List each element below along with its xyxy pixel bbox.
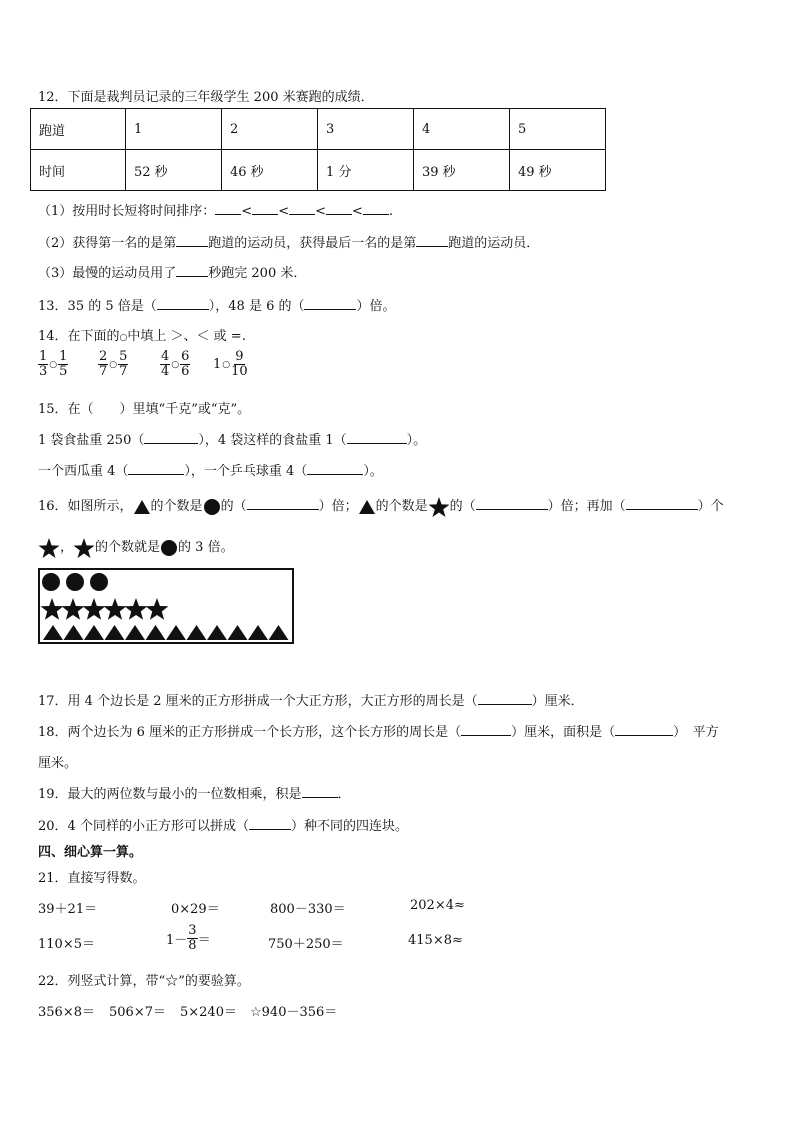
answer-blank[interactable] bbox=[247, 497, 319, 510]
calc-item: 39＋21＝ bbox=[38, 902, 98, 917]
q14-title: 14．在下面的○中填上 ＞、＜ 或 =. bbox=[38, 329, 246, 344]
compare-circle[interactable]: ○ bbox=[222, 359, 231, 370]
triangle-icon bbox=[133, 499, 151, 515]
calc-item: 110×5＝ bbox=[38, 937, 95, 952]
time-cell: 49 秒 bbox=[510, 150, 606, 191]
calc-item: 202×4≈ bbox=[410, 898, 465, 913]
calc-item: 0×29＝ bbox=[171, 902, 220, 917]
figure-triangle bbox=[146, 625, 166, 640]
row-header-lane: 跑道 bbox=[31, 109, 126, 150]
q22-title: 22．列竖式计算，带“☆”的要验算。 bbox=[38, 974, 250, 989]
figure-circle bbox=[66, 573, 84, 591]
answer-blank[interactable] bbox=[252, 202, 278, 215]
q17: 17．用 4 个边长是 2 厘米的正方形拼成一个大正方形，大正方形的周长是（ ）厘米． bbox=[38, 694, 584, 709]
figure-star bbox=[83, 598, 106, 620]
answer-blank[interactable] bbox=[304, 297, 356, 310]
row-header-time: 时间 bbox=[31, 150, 126, 191]
lane-cell: 2 bbox=[222, 109, 318, 150]
star-icon bbox=[428, 496, 450, 518]
answer-blank[interactable] bbox=[326, 202, 352, 215]
calc-item: ☆940－356＝ bbox=[250, 1005, 338, 1020]
calc-item-fraction: 1－ $\frac{3}{8}$ ＝ bbox=[166, 923, 211, 953]
answer-blank[interactable] bbox=[157, 297, 209, 310]
compare-item bbox=[160, 350, 190, 379]
answer-blank[interactable] bbox=[144, 431, 198, 444]
figure-triangle bbox=[187, 625, 207, 640]
q12-title: 12．下面是裁判员记录的三年级学生 200 米赛跑的成绩． bbox=[38, 90, 374, 105]
triangle-icon bbox=[358, 499, 376, 515]
figure-triangle bbox=[228, 625, 248, 640]
star-icon bbox=[73, 537, 95, 559]
time-cell: 46 秒 bbox=[222, 150, 318, 191]
answer-blank[interactable] bbox=[128, 462, 184, 475]
answer-blank[interactable] bbox=[176, 264, 208, 277]
q15-title: 15．在（ ）里填“千克”或“克”。 bbox=[38, 402, 251, 417]
shape-figure bbox=[38, 568, 294, 644]
q15-line2: 一个西瓜重 4（ ），一个乒乓球重 4（ ）。 bbox=[38, 464, 383, 479]
figure-triangle bbox=[269, 625, 289, 640]
lane-cell: 5 bbox=[510, 109, 606, 150]
figure-triangle bbox=[105, 625, 125, 640]
q20: 20．4 个同样的小正方形可以拼成（ ）种不同的四连块。 bbox=[38, 819, 408, 834]
compare-circle[interactable]: ○ bbox=[171, 359, 180, 370]
q12-sub1: （1）按用时长短将时间排序： < < < < . bbox=[38, 204, 394, 219]
compare-circle[interactable]: ○ bbox=[49, 359, 58, 370]
shape-figure-drawing bbox=[40, 570, 292, 642]
q18-line1: 18．两个边长为 6 厘米的正方形拼成一个长方形，这个长方形的周长是（ ）厘米，面积是（ ） 平方 bbox=[38, 725, 719, 740]
answer-blank[interactable] bbox=[478, 692, 532, 705]
calc-item: 800－330＝ bbox=[270, 902, 346, 917]
answer-blank[interactable] bbox=[215, 202, 241, 215]
answer-blank[interactable] bbox=[302, 785, 338, 798]
answer-blank[interactable] bbox=[249, 817, 291, 830]
fraction: $\frac{4}{4}$ bbox=[161, 349, 170, 379]
compare-circle[interactable]: ○ bbox=[109, 359, 118, 370]
figure-star bbox=[41, 598, 64, 620]
fraction: $\frac{2}{7}$ bbox=[99, 349, 108, 379]
answer-blank[interactable] bbox=[289, 202, 315, 215]
race-table bbox=[30, 108, 606, 191]
calc-item: 506×7＝ bbox=[109, 1005, 166, 1020]
fraction: $\frac{1}{3}$ bbox=[39, 349, 48, 379]
q12-sub3: （3）最慢的运动员用了 秒跑完 200 米． bbox=[38, 266, 307, 281]
figure-triangle bbox=[248, 625, 268, 640]
q15-line1: 1 袋食盐重 250（ ），4 袋这样的食盐重 1（ ）。 bbox=[38, 433, 427, 448]
fraction: $\frac{1}{5}$ bbox=[59, 349, 68, 379]
answer-blank[interactable] bbox=[626, 497, 698, 510]
figure-star bbox=[146, 598, 169, 620]
answer-blank[interactable] bbox=[615, 723, 673, 736]
lane-cell: 1 bbox=[126, 109, 222, 150]
figure-star bbox=[125, 598, 148, 620]
circle-icon bbox=[203, 498, 221, 516]
figure-triangle bbox=[125, 625, 145, 640]
figure-triangle bbox=[166, 625, 186, 640]
calc-item: 5×240＝ bbox=[180, 1005, 237, 1020]
answer-blank[interactable] bbox=[347, 431, 407, 444]
figure-star bbox=[62, 598, 85, 620]
fraction: $\frac{3}{8}$ bbox=[188, 923, 197, 953]
q16-line2: ， 的个数就是 的 3 倍。 bbox=[38, 536, 234, 559]
compare-item bbox=[38, 350, 68, 379]
time-cell: 39 秒 bbox=[414, 150, 510, 191]
figure-triangle bbox=[84, 625, 104, 640]
figure-star bbox=[104, 598, 127, 620]
answer-blank[interactable] bbox=[176, 234, 208, 247]
lane-cell: 3 bbox=[318, 109, 414, 150]
time-cell: 52 秒 bbox=[126, 150, 222, 191]
lane-cell: 4 bbox=[414, 109, 510, 150]
calc-item: 356×8＝ bbox=[38, 1005, 95, 1020]
fraction: $\frac{5}{7}$ bbox=[119, 349, 128, 379]
calc-item: 750＋250＝ bbox=[268, 937, 344, 952]
fraction: $\frac{6}{6}$ bbox=[181, 349, 190, 379]
q16-line1: 16．如图所示， 的个数是 的（ ）倍； 的个数是 的（ ）倍；再加（ ）个 bbox=[38, 495, 724, 518]
q12-sub2: （2）获得第一名的是第 跑道的运动员，获得最后一名的是第 跑道的运动员． bbox=[38, 236, 540, 251]
answer-blank[interactable] bbox=[363, 202, 389, 215]
figure-circle bbox=[42, 573, 60, 591]
answer-blank[interactable] bbox=[461, 723, 511, 736]
fraction: $\frac{9}{10}$ bbox=[231, 349, 248, 379]
q21-title: 21．直接写得数。 bbox=[38, 871, 146, 886]
star-icon bbox=[38, 537, 60, 559]
figure-triangle bbox=[43, 625, 63, 640]
figure-triangle bbox=[64, 625, 84, 640]
answer-blank[interactable] bbox=[476, 497, 548, 510]
q18-line2: 厘米。 bbox=[38, 756, 78, 771]
circle-icon bbox=[160, 539, 178, 557]
time-cell: 1 分 bbox=[318, 150, 414, 191]
compare-item: 1 ○ $\frac{9}{10}$ bbox=[213, 349, 248, 379]
compare-item bbox=[98, 350, 128, 379]
q13: 13．35 的 5 倍是（ ），48 是 6 的（ ）倍。 bbox=[38, 299, 396, 314]
q19: 19．最大的两位数与最小的一位数相乘，积是 ． bbox=[38, 787, 351, 802]
calc-item: 415×8≈ bbox=[408, 933, 463, 948]
figure-circle bbox=[90, 573, 108, 591]
answer-blank[interactable] bbox=[307, 462, 363, 475]
table-row bbox=[31, 109, 606, 150]
answer-blank[interactable] bbox=[416, 234, 448, 247]
section-heading: 四、细心算一算。 bbox=[38, 845, 143, 860]
table-row bbox=[31, 150, 606, 191]
figure-triangle bbox=[207, 625, 227, 640]
